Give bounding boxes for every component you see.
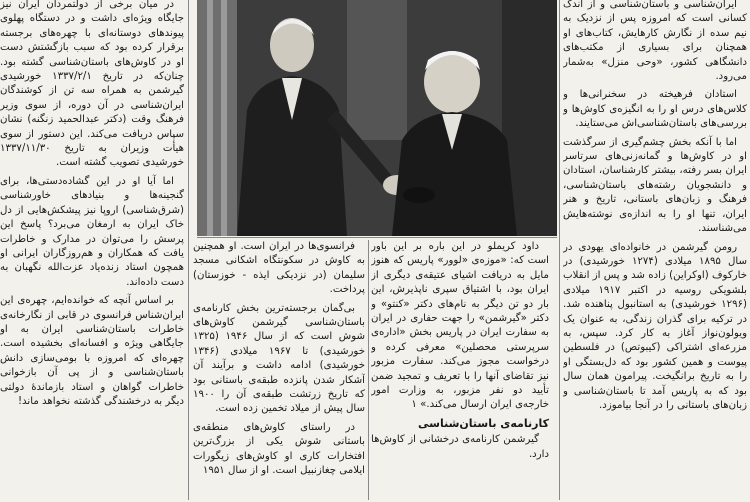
section-heading: کارنامه‌ی باستان‌شناسی bbox=[418, 416, 549, 430]
divider-col-3 bbox=[368, 240, 369, 500]
paragraph: بر اساس آنچه که خوانده‌ایم، چهره‌ی این ایران‌شناس فرانسوی در قابی از نگارخانه‌ی خاطرات باستان‌شناسی ایران به او جایگاهی ویژه و افسانه‌ای بخشیده است. چهره‌ای که امروزه با بومی‌سازی دانش باستان‌شناسی و از پی آن بازخوانی خاطرات گواهان و استاد بازماندهٔ دولتی دیگر به درخشندگی گذشته نخواهد ماند! bbox=[0, 295, 184, 407]
article-column-mid-left bbox=[193, 240, 365, 502]
paragraph: داود کریملو در این باره بر این باور است که: «موزه‌ی «لوور» پاریس که هنوز مایل به دریافت اشیای عتیقه‌ی دیگری از ایران بود، با اشتیاق سپری ناپذیرش، این بار دو تن دیگر به نام‌های دکتر «کنتو» و دکتر «گیرشمن» را جهت حفاری در ایران به سفارت ایران در پاریس بخش «اداره‌ی سرپرستی محصلین» معرفی کرده و درخواست مجوز می‌کند. سفارت مزبور نیز تقاضای آنها را با تعریف و تمجید ضمن تأیید دو نفر مزبور، به وزارت امور خارجه‌ی ایران ارسال می‌کند.» ۱ bbox=[371, 241, 549, 411]
paragraph: اما با آنکه بخش چشم‌گیری از سرگذشت او در کاوش‌ها و گمانه‌زنی‌های سرتاسر ایران بسر رفته، بیشتر کارشناسان، استادان و دانشجویان رشته‌های باستان‌شناسی، فرهنگ و زبان‌های باستانی، تاریخ و هنر ایران، تنها او را به اندازه‌ی نوشته‌هایش می‌شناسند. bbox=[563, 136, 747, 235]
flag-center bbox=[347, 0, 407, 140]
paragraph: فرانسوی‌ها در ایران است. او همچنین به کاوش در سکونتگاه اشکانی مسجد سلیمان (در نزدیکی ایذه - خوزستان) پرداخت. bbox=[193, 241, 365, 296]
paragraph: اما آیا او در این گشاده‌دستی‌ها، برای گنجینه‌ها و بنیادهای خاورشناسی (شرق‌شناسی) اروپا نیز پیشکش‌هایی از دل خاک ایران به ارمغان می‌برد؟ پاسخ این پرسش را می‌توان در مدارک و خاطرات یافت که همکاران و هم‌روزگاران ایرانی او همچون استاد زنده‌یاد عزت‌الله نگهبان به دست داده‌اند. bbox=[0, 175, 184, 288]
article-column-left bbox=[0, 0, 184, 502]
paragraph: استادان فرهیخته در سخنرانی‌ها و کلاس‌های درس او را به انگیزه‌ی کاوش‌ها و بررسی‌های باستان‌شناسی‌اش می‌ستایند. bbox=[563, 89, 747, 130]
flag-left bbox=[197, 0, 237, 236]
ceremony-photo-svg bbox=[197, 0, 557, 236]
flag-stripe-2 bbox=[221, 0, 227, 236]
divider-photo-bottom bbox=[197, 237, 557, 238]
paragraph: رومن گیرشمن در خانواده‌ای یهودی در سال ۱۸۹۵ میلادی (۱۲۷۴ خورشیدی) در خارکوف (اوکراین) زاده شد و پس از انقلاب بلشویکی روسیه در اکتبر ۱۹۱۷ میلادی (۱۲۹۶ خورشیدی) به استانبول پناهنده شد. در ترکیه برای گذران زندگی، به عنوان یک ویولون‌نواز آغاز به کار کرد. سپس، به مزرعه‌ای اشتراکی (کیبوتص) در فلسطین پیوست و همین کشور بود که دل‌بستگی او را به تاریخ برانگیخت. پیرامون همان سال بود که به پاریس آمد تا باستان‌شناسی و زبان‌های باستانی را در آنجا بیاموزد. bbox=[563, 241, 747, 411]
paragraph: در میان برخی از دولتمردان ایران نیز جایگاه ویژه‌ای داشت و در دستگاه پهلوی پیوندهای دوستانه‌ای با چهره‌های برجسته برقرار کرده بود که سبب بازگشتش دست او در کاوش‌های باستان‌شناسی گشته بود. چنان‌که در تاریخ ۱۳۳۷/۲/۱ خورشیدی گیرشمن به همراه سه تن از کوشندگان ایران‌شناسی در آن دوره، از سوی وزیر فرهنگ وقت (دکتر عبدالحمید زنگنه) نشان سپاس دریافت می‌کند. این دستور از سوی هیأت وزیران به تاریخ ۱۳۳۷/۱۱/۳۰ خورشیدی تصویب گشته است. bbox=[0, 0, 184, 169]
paragraph: در راستای کاوش‌های منطقه‌ی باستانی شوش یکی از بزرگ‌ترین افتخارات کاری او کاوش‌های زیگورات ایلامی چغازنبیل است. او از سال ۱۹۵۱ bbox=[193, 421, 365, 477]
flag-stripe-1 bbox=[207, 0, 213, 236]
divider-col-1 bbox=[188, 0, 189, 500]
medal-case bbox=[403, 187, 435, 203]
ceremony-photo bbox=[197, 0, 557, 236]
article-column-mid-right bbox=[371, 240, 549, 502]
article-column-right bbox=[563, 0, 747, 502]
paragraph: ایران‌شناسی و باستان‌شناسی و از اندک کسانی است که امروزه پس از نزدیک به نیم سده از نگارش کارهایش، کتاب‌های او همچنان برای بسیاری از مکتب‌های دانشگاهی کشور، «وحی منزل» به‌شمار می‌رود. bbox=[563, 0, 747, 83]
paragraph: گیرشمن کارنامه‌ی درخشانی از کاوش‌ها دارد. bbox=[371, 434, 549, 460]
divider-col-4 bbox=[559, 0, 560, 500]
paragraph: بی‌گمان برجسته‌ترین بخش کارنامه‌ی باستان‌شناسی گیرشمن کاوش‌های شوش است که از سال ۱۹۴۶ (۱۳۲۵ خورشیدی) تا ۱۹۶۷ میلادی (۱۳۴۶ خورشیدی) ادامه داشت و برآیند آن آشکار شدن پانزده طبقه‌ی باستانی بود که تاریخ زرتشت طبقه‌ی آن را ۱۹۰۰ سال پیش از میلاد تخمین زده است. bbox=[193, 302, 365, 415]
